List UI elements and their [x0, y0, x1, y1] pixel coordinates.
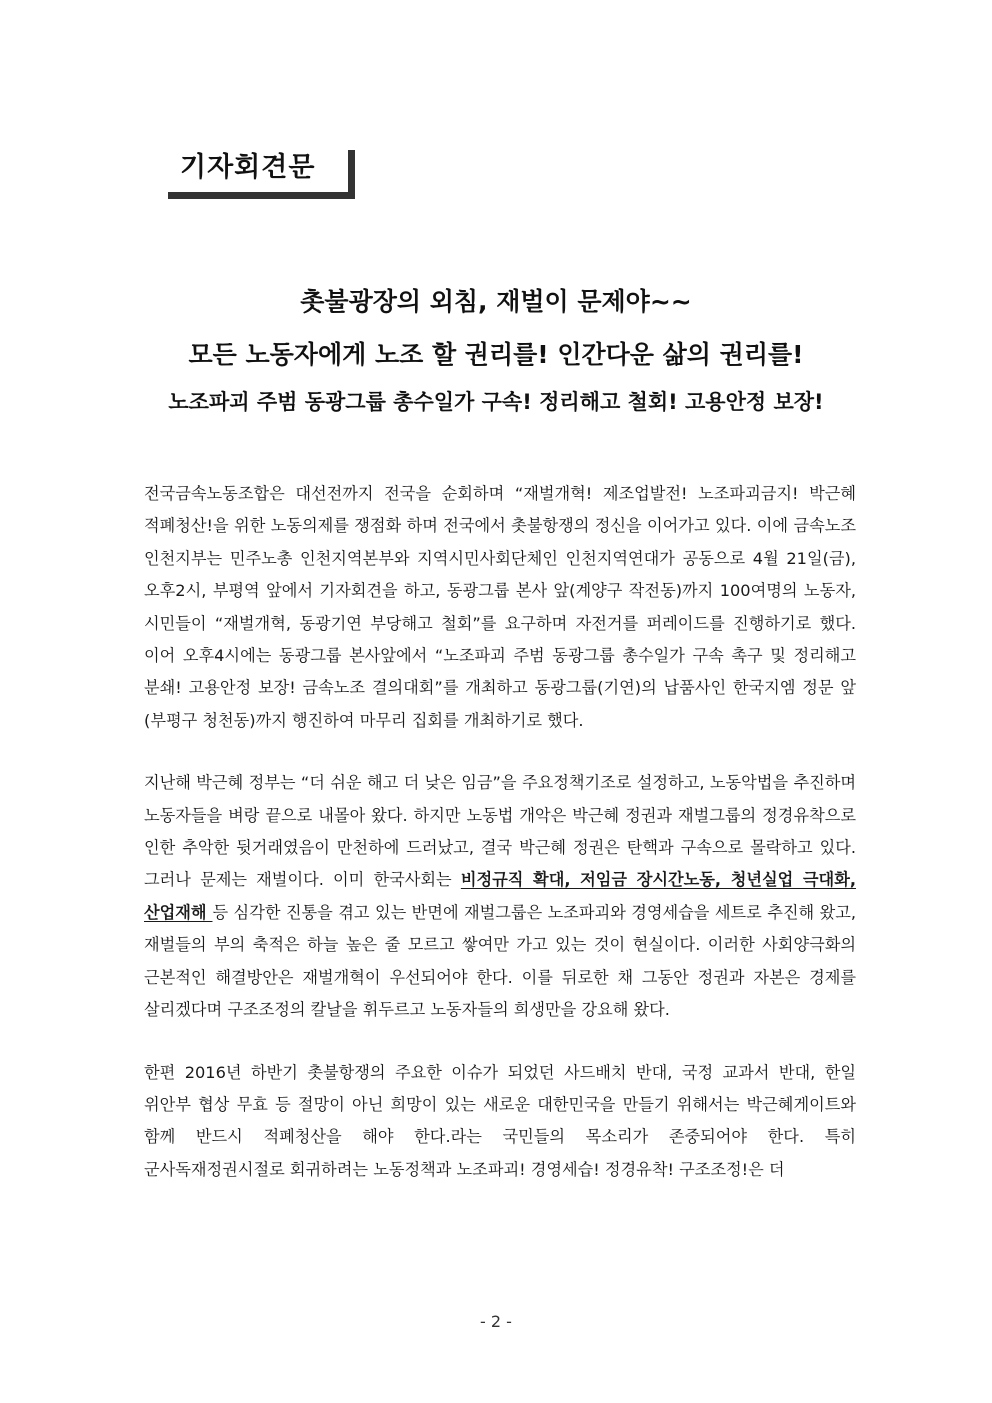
header-box	[168, 150, 355, 199]
document-body	[144, 478, 856, 1186]
highlighted-issues: 비정규직 확대, 저임금 장시간노동, 청년실업 극대화, 산업재해	[144, 870, 856, 922]
paragraph-1: 전국금속노동조합은 대선전까지 전국을 순회하며 “재벌개혁! 제조업발전! 노조파괴금지! 박근혜 적폐청산!을 위한 노동의제를 쟁점화 하며 전국에서 촛불항쟁의 정신을 이어가고 있다. 이에 금속노조 인천지부는 민주노총 인천지역본부와 지역시민사회단체인 인천지역연대가 공동으로 4월 21일(금),오후2시, 부평역 앞에서 기자회견을 하고, 동광그룹 본사 앞(계양구 작전동)까지 100여명의 노동자, 시민들이 “재벌개혁, 동광기연 부당해고 철회”를 요구하며 자전거를 퍼레이드를 진행하기로 했다. 이어 오후4시에는 동광그룹 본사앞에서 “노조파괴 주범 동광그룹 총수일가 구속 촉구 및 정리해고 분쇄! 고용안정 보장! 금속노조 결의대회”를 개최하고 동광그룹(기연)의 납품사인 한국지엠 정문 앞(부평구 청천동)까지 행진하여 마무리 집회를 개최하기로 했다.	[144, 484, 856, 730]
paragraph-2	[144, 767, 856, 1026]
title-block	[100, 286, 892, 417]
title-line-1: 촛불광장의 외침, 재벌이 문제야~~	[300, 287, 692, 316]
page-number: - 2 -	[480, 1312, 512, 1331]
document-type-label: 기자회견문	[180, 152, 316, 183]
title-line-2: 모든 노동자에게 노조 할 권리를! 인간다운 삶의 권리를!	[188, 340, 804, 369]
paragraph-3: 한편 2016년 하반기 촛불항쟁의 주요한 이슈가 되었던 사드배치 반대, 국정 교과서 반대, 한일 위안부 협상 무효 등 절망이 아닌 희망이 있는 새로운 대한민국을 만들기 위해서는 박근혜게이트와 함께 반드시 적폐청산을 해야 한다.라는 국민들의 목소리가 존중되어야 한다. 특히 군사독재정권시절로 회귀하려는 노동정책과 노조파괴! 경영세습! 정경유착! 구조조정!은 더	[144, 1062, 856, 1179]
title-line-3: 노조파괴 주범 동광그룹 총수일가 구속! 정리해고 철회! 고용안정 보장!	[168, 390, 824, 414]
paragraph-2-text-a: 지난해 박근혜 정부는 “더 쉬운 해고 더 낮은 임금”을 주요정책기조로 설정하고, 노동악법을 추진하며 노동자들을 벼랑 끝으로 내몰아 왔다. 하지만 노동법 개악은 박근혜 정권과 재벌그룹의 정경유착으로 인한 추악한 뒷거래였음이 만천하에 드러났고, 결국 박근혜 정권은 탄핵과 구속으로 몰락하고 있다. 그러나 문제는 재벌이다. 이미 한국사회는	[144, 773, 856, 890]
paragraph-2-text-b: 등 심각한 진통을 겪고 있는 반면에 재벌그룹은 노조파괴와 경영세습을 세트로 추진해 왔고, 재벌들의 부의 축적은 하늘 높은 줄 모르고 쌓여만 가고 있는 것이 현실이다. 이러한 사회양극화의 근본적인 해결방안은 재벌개혁이 우선되어야 한다. 이를 뒤로한 채 그동안 정권과 자본은 경제를 살리겠다며 구조조정의 칼날을 휘두르고 노동자들의 희생만을 강요해 왔다.	[144, 902, 856, 1020]
